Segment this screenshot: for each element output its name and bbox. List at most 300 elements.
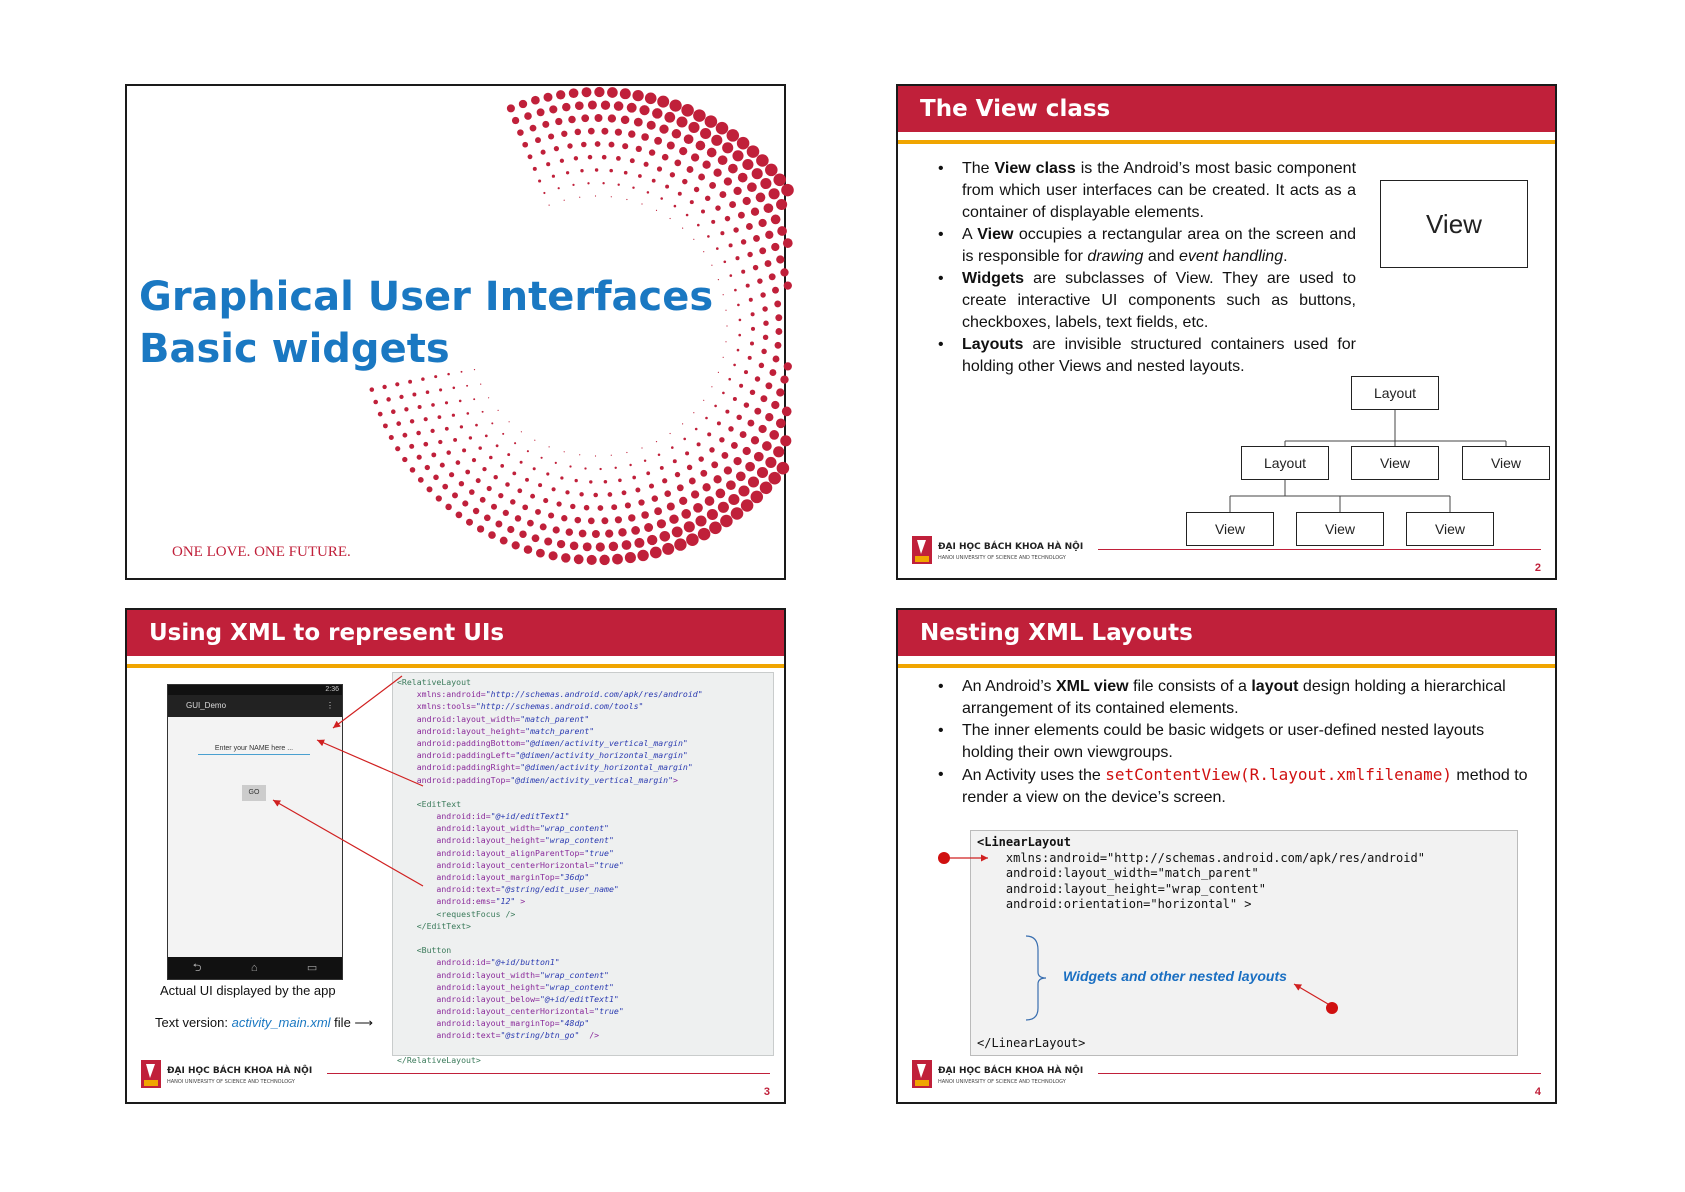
arc-dot [753, 235, 760, 242]
slide-header: The View class [898, 86, 1555, 132]
arc-dot [697, 442, 701, 446]
arc-dot [410, 419, 414, 423]
arc-dot [784, 281, 792, 289]
arc-dot [625, 502, 631, 508]
arc-dot [430, 429, 434, 433]
recents-icon[interactable]: ▭ [306, 962, 318, 974]
arc-dot [682, 179, 687, 184]
arc-dot [715, 205, 720, 210]
xml-code-block: <RelativeLayout xmlns:android="http://schemas.android.com/apk/res/android" xmlns:tools="http://schemas.android.com/tools" android:layout_width="match_parent" android:layout_height="match_parent" android:paddingBottom="@dimen/activity_vertical_margin" android:paddingLeft="@dimen/activity_horizontal_margin" android:paddingRight="@dimen/activity_horizontal_margin" android:paddingTop="@dimen/activity_vertical_margin"> <EditText android:id="@+id/editText1" android:layout_width="wrap_content" android:layout_height="wrap_content" android:layout_alignParentTop="true" android:layout_centerHorizontal="true" android:layout_marginTop="36dp" android:text="@string/edit_user_name" android:ems="12" > <requestFocus /> </EditText> <Button android:id="@+id/button1" android:layout_width="wrap_content" android:layout_height="wrap_content" android:layout_below="@+id/editText1" android:layout_centerHorizontal="true" android:layout_marginTop="48dp" android:text="@string/btn_go" /> </RelativeLayout> [392, 672, 774, 1056]
arc-dot [416, 431, 421, 436]
arc-dot [593, 493, 598, 498]
arc-dot [605, 529, 613, 537]
arc-dot [474, 369, 475, 370]
arc-dot [636, 146, 642, 152]
arc-dot [445, 504, 451, 510]
arc-dot [751, 491, 764, 504]
arc-dot [657, 96, 669, 108]
tree-l3-view-1: View [1186, 512, 1274, 546]
arc-dot [647, 121, 656, 130]
arc-dot [469, 489, 475, 495]
bullet-setcontentview: • An Activity uses the setContentView(R.layout.xmlfilename) method to render a view on the device’s screen. [934, 764, 1534, 809]
footer-university-sub: HANOI UNIVERSITY OF SCIENCE AND TECHNOLOGY [167, 1079, 295, 1085]
code-line-5: android:orientation="horizontal" > [977, 897, 1252, 911]
arc-dot [611, 504, 617, 510]
arc-dot [755, 376, 760, 381]
arc-dot [626, 199, 627, 200]
arc-dot [741, 499, 754, 512]
arc-dot [507, 453, 510, 456]
arc-dot [719, 191, 726, 198]
arc-dot [702, 483, 710, 491]
arc-dot [707, 432, 711, 436]
arc-dot [541, 457, 543, 459]
arc-dot [743, 197, 751, 205]
arc-dot [777, 226, 787, 236]
arc-dot [575, 101, 584, 110]
arc-dot [548, 512, 554, 518]
arc-dot [665, 185, 669, 189]
arc-dot [519, 530, 526, 537]
arc-dot [549, 551, 558, 560]
arc-dot [747, 145, 760, 158]
university-logo [912, 1060, 932, 1088]
arc-dot [745, 462, 755, 472]
arc-dot [569, 88, 579, 98]
arc-dot [674, 205, 677, 208]
arc-dot [558, 187, 560, 189]
arc-dot [637, 550, 648, 561]
arc-dot [565, 490, 569, 494]
arc-dot [570, 504, 575, 509]
arc-dot [705, 417, 708, 420]
arc-dot [436, 495, 442, 501]
arc-dot [670, 433, 671, 434]
arc-dot [756, 154, 769, 167]
arc-dot [677, 484, 684, 491]
title-line-1: Graphical User Interfaces [139, 274, 714, 320]
arc-dot [693, 503, 703, 513]
arc-dot [546, 162, 550, 166]
overflow-menu-icon[interactable]: ⋮ [326, 701, 334, 710]
arc-dot [684, 521, 695, 532]
arc-dot [644, 162, 649, 167]
arc-dot [528, 154, 533, 159]
arc-dot [733, 457, 741, 465]
slide-xml-ui [125, 608, 786, 1104]
arc-dot [725, 341, 726, 342]
page-number: 3 [763, 1086, 770, 1098]
footer-university-name: ĐẠI HỌC BÁCH KHOA HÀ NỘI [938, 1066, 1084, 1076]
arc-dot [482, 467, 486, 471]
code-end-tag: </LinearLayout> [977, 1035, 1086, 1050]
view-box: View [1380, 180, 1528, 268]
slide-header: Using XML to represent UIs [127, 610, 784, 656]
arc-dot [599, 468, 601, 470]
arc-dot [614, 101, 624, 111]
arc-dot [763, 320, 768, 325]
arc-dot [746, 284, 750, 288]
arc-dot [772, 287, 779, 294]
tagline: ONE LOVE. ONE FUTURE. [172, 544, 351, 560]
arc-dot [609, 169, 613, 173]
arc-dot [759, 247, 766, 254]
arc-dot [440, 463, 445, 468]
arc-dot [781, 184, 794, 197]
arc-dot [782, 407, 792, 417]
arc-dot [541, 150, 546, 155]
arc-dot [584, 467, 586, 469]
arc-dot [686, 214, 689, 217]
arc-dot [521, 431, 522, 432]
arc-dot [500, 464, 504, 468]
arc-dot [660, 466, 664, 470]
arc-dot [743, 447, 751, 455]
slide-nesting-layouts [896, 608, 1557, 1104]
arc-dot [751, 312, 755, 316]
footer-university-sub: HANOI UNIVERSITY OF SCIENCE AND TECHNOLOGY [938, 555, 1066, 561]
arc-dot [716, 247, 719, 250]
arc-dot [604, 480, 608, 484]
arc-dot [560, 159, 564, 163]
arc-dot [751, 436, 759, 444]
arc-dot [744, 402, 749, 407]
arc-dot [386, 397, 390, 401]
arc-dot [748, 356, 752, 360]
arc-dot [727, 129, 740, 142]
arc-dot [618, 479, 622, 483]
arc-dot [765, 260, 772, 267]
arc-dot [736, 415, 741, 420]
arc-dot [691, 153, 699, 161]
arc-dot [566, 528, 573, 535]
arc-dot [698, 456, 703, 461]
arc-dot [549, 205, 550, 206]
arc-dot [584, 505, 590, 511]
arc-dot [522, 504, 528, 510]
arc-dot [753, 265, 758, 270]
arc-dot [752, 168, 763, 179]
arc-dot [575, 129, 582, 136]
arc-dot [587, 182, 589, 184]
arc-dot [556, 90, 565, 99]
arc-dot [754, 452, 764, 462]
arc-dot [652, 495, 658, 501]
arc-dot [728, 494, 739, 505]
tree-l2-layout: Layout [1241, 446, 1329, 480]
back-icon[interactable]: ⮌ [192, 962, 202, 974]
arc-dot [652, 108, 662, 118]
arc-dot [724, 177, 732, 185]
arc-dot [452, 414, 455, 417]
arc-dot [404, 407, 408, 411]
arc-dot [762, 306, 767, 311]
arc-dot [370, 387, 375, 392]
arc-dot [741, 239, 746, 244]
arc-dot [773, 174, 786, 187]
arc-dot [538, 483, 542, 487]
arc-dot [512, 541, 520, 549]
bullet-view-class: • The View class is the Android’s most basic component from which user interfaces can be created. It acts as a container of displayable elements. [934, 158, 1356, 224]
arc-dot [622, 540, 632, 550]
arc-dot [679, 497, 687, 505]
arc-dot [674, 538, 686, 550]
arc-dot [622, 490, 627, 495]
arc-dot [656, 210, 657, 211]
arc-dot [765, 164, 778, 177]
arc-dot [711, 265, 712, 266]
arc-dot [519, 100, 527, 108]
arc-dot [601, 128, 608, 135]
arc-dot [495, 521, 502, 528]
arc-dot [768, 472, 781, 485]
arc-dot [601, 517, 608, 524]
arc-dot [635, 488, 640, 493]
page-number: 2 [1534, 562, 1541, 574]
arc-dot [480, 384, 481, 385]
arc-dot [531, 96, 540, 105]
arc-dot [608, 114, 616, 122]
name-input[interactable]: Enter your NAME here ... [198, 745, 310, 755]
arc-dot [498, 410, 499, 411]
arc-dot [673, 459, 677, 463]
arc-dot [616, 156, 621, 161]
arc-dot [510, 499, 516, 505]
arc-dot [624, 171, 628, 175]
arc-dot [567, 143, 572, 148]
arc-dot [765, 413, 773, 421]
arc-dot [644, 523, 653, 532]
arc-dot [670, 172, 675, 177]
arc-dot [687, 166, 694, 173]
arc-dot [629, 464, 631, 466]
home-icon[interactable]: ⌂ [250, 962, 258, 974]
arc-dot [595, 455, 596, 456]
arc-dot [460, 425, 463, 428]
arc-dot [469, 436, 472, 439]
arc-dot [773, 446, 784, 457]
arc-dot [628, 130, 635, 137]
arc-dot [575, 479, 578, 482]
arc-dot [466, 519, 473, 526]
arc-dot [409, 444, 414, 449]
arc-dot [449, 472, 454, 477]
arc-dot [756, 193, 766, 203]
arc-dot [776, 418, 786, 428]
arc-dot [574, 554, 584, 564]
arc-dot [402, 457, 407, 462]
arc-dot [544, 93, 553, 102]
arc-dot [631, 526, 640, 535]
arc-dot [383, 423, 388, 428]
arc-dot [580, 169, 583, 172]
arc-dot [488, 531, 496, 539]
arc-dot [674, 160, 681, 167]
arc-dot [664, 112, 675, 123]
arc-dot [697, 224, 700, 227]
arc-dot [696, 141, 706, 151]
arc-dot [695, 515, 706, 526]
arc-dot [760, 178, 771, 189]
arc-dot [418, 477, 424, 483]
arc-dot [729, 243, 733, 247]
arc-dot [489, 456, 493, 460]
arc-dot [472, 458, 476, 462]
arc-dot [671, 446, 674, 449]
arc-dot [780, 268, 788, 276]
arc-dot [762, 441, 772, 451]
arc-dot [775, 328, 782, 335]
arc-dot [588, 518, 595, 525]
arc-dot [596, 542, 605, 551]
arc-dot [718, 279, 719, 280]
arc-dot [709, 522, 722, 535]
arc-dot [627, 103, 637, 113]
arc-dot [548, 133, 554, 139]
app-title: GUI_Demo [186, 701, 227, 710]
arc-dot [540, 523, 547, 530]
arc-dot [707, 509, 718, 520]
arc-dot [402, 433, 407, 438]
arc-dot [456, 460, 461, 465]
arc-dot [378, 412, 383, 417]
arc-dot [588, 100, 597, 109]
arc-dot [718, 372, 719, 373]
arc-dot [568, 116, 576, 124]
arc-dot [638, 174, 642, 178]
arc-dot [735, 256, 739, 260]
arc-dot [452, 492, 458, 498]
arc-dot [554, 146, 559, 151]
arc-dot [609, 542, 618, 551]
arc-dot [646, 471, 650, 475]
caption-text-version: Text version: activity_main.xml file ⟶ [155, 1015, 374, 1030]
arc-dot [676, 116, 687, 127]
arc-dot [780, 375, 788, 383]
arc-dot [685, 451, 689, 455]
arc-dot [480, 497, 486, 503]
arc-dot [760, 482, 773, 495]
arc-dot [564, 200, 565, 201]
arc-dot [589, 480, 592, 483]
arc-dot [721, 452, 728, 459]
arc-dot [382, 385, 386, 389]
arc-dot [626, 452, 627, 453]
arc-dot [761, 349, 766, 354]
arc-dot [751, 327, 755, 331]
arc-dot [496, 444, 499, 447]
arc-dot [557, 540, 565, 548]
arc-dot [764, 203, 774, 213]
arc-dot [594, 114, 602, 122]
arc-dot [693, 412, 694, 413]
arc-dot [582, 87, 592, 97]
arc-dot [641, 133, 649, 141]
arc-dot [687, 465, 692, 470]
arc-dot [711, 220, 715, 224]
arc-dot [707, 148, 717, 158]
footer-university-sub: HANOI UNIVERSITY OF SCIENCE AND TECHNOLOGY [938, 1079, 1066, 1085]
arc-dot [477, 525, 484, 532]
tree-l2-view-2: View [1462, 446, 1550, 480]
arc-dot [423, 442, 428, 447]
arc-dot [439, 388, 442, 391]
arc-dot [595, 141, 601, 147]
arc-dot [488, 397, 489, 398]
arc-dot [609, 142, 615, 148]
arc-dot [747, 420, 754, 427]
arc-dot [453, 387, 456, 390]
arc-dot [484, 514, 491, 521]
arc-dot [532, 534, 540, 542]
arc-dot [716, 489, 726, 499]
arc-dot [754, 408, 761, 415]
arc-dot [530, 494, 535, 499]
arc-dot [644, 459, 646, 461]
annotation-arrows [127, 610, 788, 1106]
arc-dot [777, 462, 790, 475]
arc-dot [718, 502, 729, 513]
arc-dot [662, 478, 667, 483]
arc-dot [622, 143, 628, 149]
arc-dot [618, 528, 626, 536]
arc-dot [421, 377, 425, 381]
arc-dot [702, 161, 710, 169]
arc-dot [615, 516, 622, 523]
arc-dot [561, 515, 567, 521]
arc-dot [456, 512, 463, 519]
arc-dot [765, 231, 773, 239]
slide-view-class [896, 84, 1557, 580]
arc-dot [750, 341, 754, 345]
arc-dot [774, 300, 781, 307]
arc-dot [473, 508, 479, 514]
arc-dot [562, 103, 570, 111]
arc-dot [485, 435, 488, 438]
arc-dot [408, 380, 412, 384]
tree-l3-view-2: View [1296, 512, 1384, 546]
arc-dot [592, 530, 600, 538]
arc-dot [738, 173, 748, 183]
arc-dot [656, 441, 657, 442]
arc-dot [396, 421, 401, 426]
arc-dot [681, 104, 694, 117]
arc-dot [618, 184, 620, 186]
arc-dot [717, 421, 721, 425]
arc-dot [739, 384, 743, 388]
arc-dot [775, 314, 782, 321]
arc-dot [581, 114, 589, 122]
arc-dot [517, 488, 522, 493]
arc-dot [760, 292, 765, 297]
arc-dot [615, 129, 622, 136]
arc-dot [771, 243, 779, 251]
arc-dot [675, 472, 680, 477]
arc-dot [757, 467, 768, 478]
arc-dot [657, 166, 662, 171]
arc-dot [684, 134, 694, 144]
arc-dot [733, 227, 738, 232]
arc-dot [750, 390, 755, 395]
arc-dot [765, 457, 776, 468]
arc-dot [536, 549, 545, 558]
arc-dot [445, 401, 448, 404]
arc-dot [574, 156, 578, 160]
arc-dot [722, 142, 733, 153]
go-button[interactable]: GO [242, 785, 266, 801]
arc-dot [555, 118, 562, 125]
arc-dot [723, 294, 724, 295]
